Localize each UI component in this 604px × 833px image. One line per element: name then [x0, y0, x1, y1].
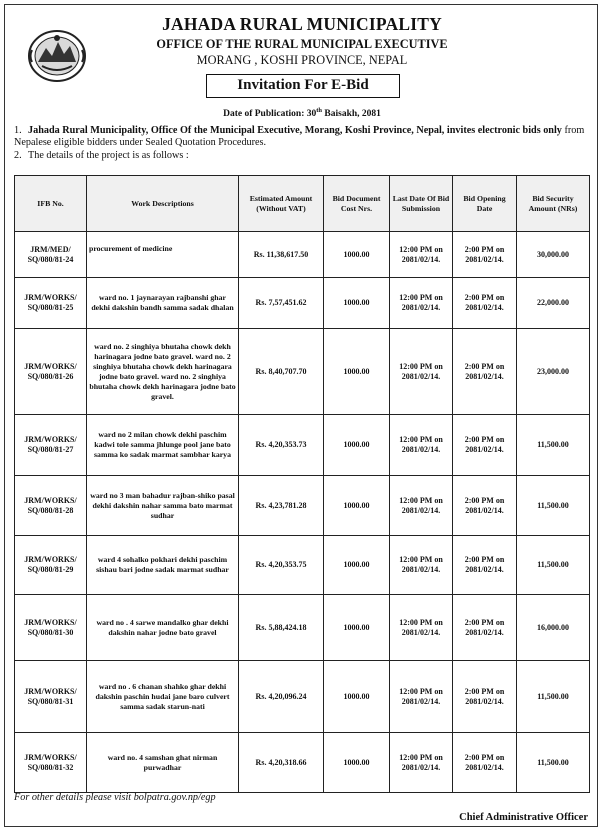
cell-security: 30,000.00: [517, 232, 590, 278]
footer-note: For other details please visit bolpatra.gov.np/egp: [14, 792, 216, 803]
office-title: OFFICE OF THE RURAL MUNICIPAL EXECUTIVE: [156, 37, 448, 51]
publication-date: [0, 107, 604, 119]
cell-ifb: JRM/WORKS/ SQ/080/81-26: [15, 329, 87, 415]
cell-ifb: JRM/WORKS/ SQ/080/81-28: [15, 476, 87, 536]
cell-amount: Rs. 4,20,318.66: [239, 733, 324, 793]
cell-opening-date: 2:00 PM on 2081/02/14.: [453, 661, 517, 733]
publication-label: Date of Publication: 30: [223, 109, 317, 120]
cell-amount: Rs. 4,23,781.28: [239, 476, 324, 536]
cell-cost: 1000.00: [324, 595, 390, 661]
cell-opening-date: 2:00 PM on 2081/02/14.: [453, 232, 517, 278]
cell-desc: ward no 2 milan chowk dekhi paschim kadwi tole samma jhlunge pool jane bato samma ko sadak marmat sambhar karya: [87, 415, 239, 476]
cell-security: 23,000.00: [517, 329, 590, 415]
header-security: Bid Security Amount (NRs): [517, 176, 590, 232]
cell-last-date: 12:00 PM on 2081/02/14.: [390, 536, 453, 595]
bid-table: [14, 175, 590, 793]
cell-opening-date: 2:00 PM on 2081/02/14.: [453, 278, 517, 329]
cell-amount: Rs. 4,20,096.24: [239, 661, 324, 733]
table-row: [15, 232, 590, 278]
cell-cost: 1000.00: [324, 476, 390, 536]
cell-amount: Rs. 11,38,617.50: [239, 232, 324, 278]
cell-opening-date: 2:00 PM on 2081/02/14.: [453, 536, 517, 595]
municipality-title: JAHADA RURAL MUNICIPALITY: [162, 14, 442, 34]
cell-last-date: 12:00 PM on 2081/02/14.: [390, 476, 453, 536]
cell-ifb: JRM/WORKS/ SQ/080/81-32: [15, 733, 87, 793]
cell-cost: 1000.00: [324, 536, 390, 595]
item-number: 1.: [14, 125, 22, 136]
intro-item-1-bold: Jahada Rural Municipality, Office Of the Municipal Executive, Morang, Koshi Province, Nepal, invites electronic bids only: [28, 125, 562, 136]
table-row: [15, 476, 590, 536]
table-row: [15, 329, 590, 415]
cell-desc: ward no. 4 samshan ghat nirman purwadhar: [87, 733, 239, 793]
cell-security: 11,500.00: [517, 536, 590, 595]
cell-opening-date: 2:00 PM on 2081/02/14.: [453, 329, 517, 415]
publication-suffix: th: [316, 107, 323, 114]
cell-last-date: 12:00 PM on 2081/02/14.: [390, 595, 453, 661]
cell-desc: ward 4 sohalko pokhari dekhi paschim sishau bari jodne sadak marmat sudhar: [87, 536, 239, 595]
cell-amount: Rs. 4,20,353.75: [239, 536, 324, 595]
cell-security: 11,500.00: [517, 415, 590, 476]
cell-cost: 1000.00: [324, 661, 390, 733]
cell-opening-date: 2:00 PM on 2081/02/14.: [453, 595, 517, 661]
cell-amount: Rs. 8,40,707.70: [239, 329, 324, 415]
cell-ifb: JRM/WORKS/ SQ/080/81-27: [15, 415, 87, 476]
table-header-row: [15, 176, 590, 232]
cell-opening-date: 2:00 PM on 2081/02/14.: [453, 476, 517, 536]
cell-opening-date: 2:00 PM on 2081/02/14.: [453, 733, 517, 793]
invitation-banner: Invitation For E-Bid: [206, 74, 400, 98]
signoff: Chief Administrative Officer: [459, 812, 588, 823]
publication-date-value: Baisakh, 2081: [322, 109, 381, 120]
cell-desc: ward no 3 man bahadur rajban-shiko pasal dekhi dakshin nahar samma bato marmat sudhar: [87, 476, 239, 536]
cell-last-date: 12:00 PM on 2081/02/14.: [390, 278, 453, 329]
cell-ifb: JRM/WORKS/ SQ/080/81-31: [15, 661, 87, 733]
cell-last-date: 12:00 PM on 2081/02/14.: [390, 232, 453, 278]
cell-desc: ward no. 2 singhiya bhutaha chowk dekh harinagara jodne bato gravel. ward no. 2 singhiya bhutaha chowk dekh harinagara jodne bato gravel. ward no. 2 singhiya bhutaha chowk dekh harinagara jodne bato gravel.: [87, 329, 239, 415]
cell-last-date: 12:00 PM on 2081/02/14.: [390, 733, 453, 793]
cell-cost: 1000.00: [324, 329, 390, 415]
cell-cost: 1000.00: [324, 278, 390, 329]
header-ifb: IFB No.: [15, 176, 87, 232]
cell-desc: procurement of medicine: [87, 232, 239, 278]
header-last-date: Last Date Of Bid Submission: [390, 176, 453, 232]
cell-security: 16,000.00: [517, 595, 590, 661]
cell-ifb: JRM/MED/ SQ/080/81-24: [15, 232, 87, 278]
header-opening-date: Bid Opening Date: [453, 176, 517, 232]
table-row: [15, 278, 590, 329]
intro-item-1: [14, 125, 590, 149]
cell-ifb: JRM/WORKS/ SQ/080/81-25: [15, 278, 87, 329]
cell-desc: ward no . 6 chanan shahko ghar dekhi dakshin paschin hudai jane baro culvert samma sadak starun-nati: [87, 661, 239, 733]
cell-security: 22,000.00: [517, 278, 590, 329]
item-number: 2.: [14, 150, 22, 161]
cell-cost: 1000.00: [324, 415, 390, 476]
header-cost: Bid Document Cost Nrs.: [324, 176, 390, 232]
cell-ifb: JRM/WORKS/ SQ/080/81-29: [15, 536, 87, 595]
cell-last-date: 12:00 PM on 2081/02/14.: [390, 415, 453, 476]
cell-security: 11,500.00: [517, 733, 590, 793]
cell-desc: ward no. 1 jaynarayan rajbanshi ghar dekhi dakshin bandh samma sadak dhalan: [87, 278, 239, 329]
intro-item-1-rest: from Nepalese eligible bidders under Sealed Quotation Procedures.: [14, 125, 585, 148]
cell-ifb: JRM/WORKS/ SQ/080/81-30: [15, 595, 87, 661]
cell-last-date: 12:00 PM on 2081/02/14.: [390, 661, 453, 733]
table-row: [15, 536, 590, 595]
cell-desc: ward no . 4 sarwe mandalko ghar dekhi dakshin nahar jodne bato gravel: [87, 595, 239, 661]
cell-cost: 1000.00: [324, 733, 390, 793]
cell-security: 11,500.00: [517, 661, 590, 733]
header-desc: Work Descriptions: [87, 176, 239, 232]
cell-cost: 1000.00: [324, 232, 390, 278]
intro-item-2: [14, 150, 574, 162]
cell-amount: Rs. 7,57,451.62: [239, 278, 324, 329]
cell-amount: Rs. 5,88,424.18: [239, 595, 324, 661]
table-row: [15, 733, 590, 793]
cell-amount: Rs. 4,20,353.73: [239, 415, 324, 476]
cell-security: 11,500.00: [517, 476, 590, 536]
location-line: MORANG , KOSHI PROVINCE, NEPAL: [196, 53, 408, 67]
table-row: [15, 415, 590, 476]
intro-item-2-text: The details of the project is as follows :: [28, 150, 189, 161]
header-amount: Estimated Amount (Without VAT): [239, 176, 324, 232]
cell-last-date: 12:00 PM on 2081/02/14.: [390, 329, 453, 415]
table-row: [15, 661, 590, 733]
table-row: [15, 595, 590, 661]
cell-opening-date: 2:00 PM on 2081/02/14.: [453, 415, 517, 476]
